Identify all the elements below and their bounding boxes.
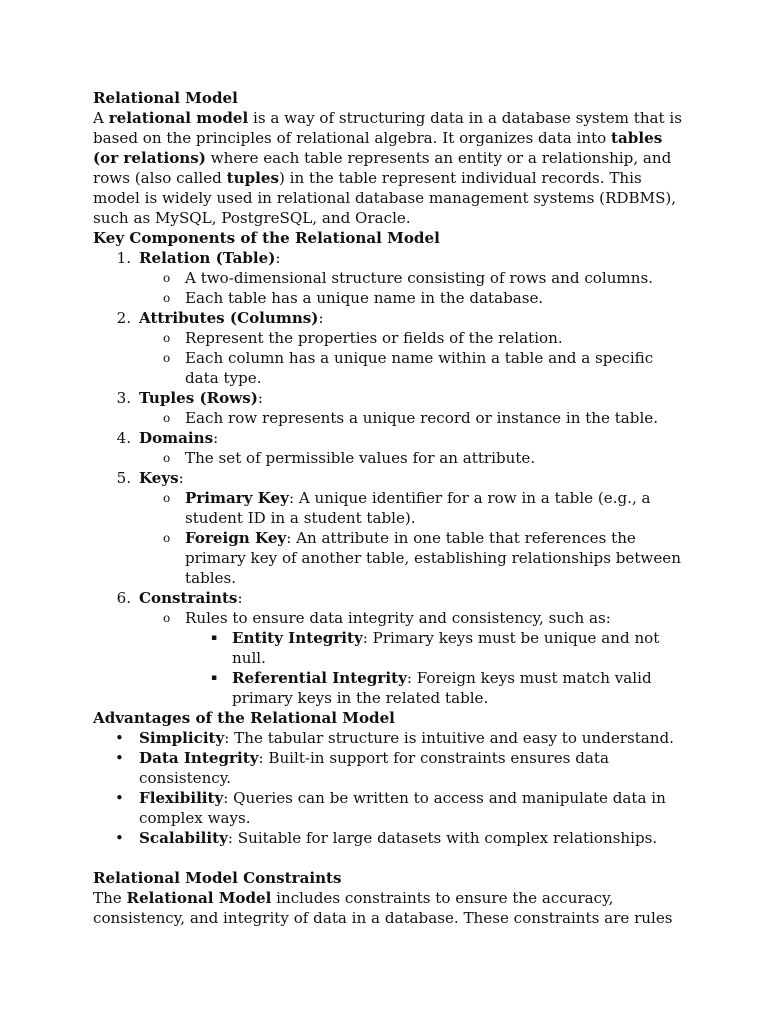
component-label: Relation (Table) — [139, 249, 276, 267]
bullet-text: A two-dimensional structure consisting of rows and columns. — [185, 269, 654, 287]
component-bullet — [93, 288, 683, 308]
advantage-text: : Queries can be written to access and manipulate data in complex ways. — [139, 789, 666, 827]
advantage-bold: Simplicity — [139, 729, 225, 747]
dot-bullet-icon: • — [115, 729, 124, 747]
component-bullet — [93, 608, 683, 628]
component-item — [93, 248, 683, 268]
subbullet-bold: Entity Integrity — [232, 629, 363, 647]
advantage-bold: Flexibility — [139, 789, 224, 807]
component-item — [93, 428, 683, 448]
bullet-text: Each row represents a unique record or instance in the table. — [185, 409, 659, 427]
bullet-text: The set of permissible values for an attribute. — [185, 449, 536, 467]
bullet-text: Represent the properties or fields of the relation. — [185, 329, 563, 347]
document-content — [93, 88, 683, 928]
intro-text-3: where each table represents an entity or a relationship, and rows (also called — [93, 149, 672, 187]
component-label: Keys — [139, 469, 179, 487]
component-item — [93, 468, 683, 488]
intro-paragraph — [93, 108, 683, 228]
component-suffix: : — [213, 429, 219, 447]
intro-bold-1: relational model — [108, 109, 249, 127]
subbullet-text: : Foreign keys must match valid primary keys in the related table. — [232, 669, 652, 707]
intro-text-1: A — [93, 109, 109, 127]
bullet-text: Each column has a unique name within a table and a specific data type. — [185, 349, 654, 387]
components-heading: Key Components of the Relational Model — [93, 229, 440, 247]
dot-bullet-icon: • — [115, 749, 124, 767]
constraints-heading: Relational Model Constraints — [93, 869, 342, 887]
circle-bullet-icon: o — [163, 291, 171, 305]
bullet-text: : A unique identifier for a row in a table (e.g., a student ID in a student table). — [185, 489, 651, 527]
dot-bullet-icon: • — [115, 829, 124, 847]
bullet-text: Each table has a unique name in the database. — [185, 289, 544, 307]
advantage-text: : The tabular structure is intuitive and easy to understand. — [224, 729, 674, 747]
intro-bold-3: tuples — [226, 169, 279, 187]
list-number: 2. — [116, 309, 131, 327]
component-label: Constraints — [139, 589, 238, 607]
square-bullet-icon: ▪ — [211, 673, 218, 683]
circle-bullet-icon: o — [163, 271, 171, 285]
intro-text-4: ) in the table represent individual records. This model is widely used in relational database management systems (RDBMS), such as MySQL, PostgreSQL, and Oracle. — [93, 169, 677, 227]
subbullet-text: : Primary keys must be unique and not null. — [232, 629, 660, 667]
advantage-bold: Data Integrity — [139, 749, 259, 767]
circle-bullet-icon: o — [163, 331, 171, 345]
component-label: Domains — [139, 429, 214, 447]
square-bullet-icon: ▪ — [211, 633, 218, 643]
intro-text-2: is a way of structuring data in a database system that is based on the principles of relational algebra. It organizes data into — [93, 109, 682, 147]
component-item — [93, 308, 683, 328]
advantage-item — [93, 728, 683, 748]
circle-bullet-icon: o — [163, 531, 171, 545]
component-suffix: : — [237, 589, 243, 607]
component-suffix: : — [257, 389, 263, 407]
list-number: 3. — [116, 389, 131, 407]
circle-bullet-icon: o — [163, 351, 171, 365]
advantages-heading: Advantages of the Relational Model — [93, 709, 395, 727]
circle-bullet-icon: o — [163, 611, 171, 625]
page-title: Relational Model — [93, 89, 238, 107]
component-suffix: : — [178, 469, 184, 487]
advantage-text: : Built-in support for constraints ensures data consistency. — [139, 749, 609, 787]
list-number: 1. — [116, 249, 131, 267]
list-number: 6. — [116, 589, 131, 607]
component-suffix: : — [318, 309, 324, 327]
dot-bullet-icon: • — [115, 789, 124, 807]
bullet-bold: Primary Key — [185, 489, 289, 507]
constraints-paragraph — [93, 888, 683, 928]
bullet-text: : An attribute in one table that references the primary key of another table, establishing relationships between tables. — [185, 529, 681, 587]
section-spacer — [93, 848, 683, 868]
constraints-text-2: includes constraints to ensure the accuracy, consistency, and integrity of data in a database. These constraints are rules — [93, 889, 673, 927]
circle-bullet-icon: o — [163, 491, 171, 505]
advantage-item — [93, 788, 683, 828]
component-subbullet — [93, 668, 683, 708]
constraints-text-1: The — [93, 889, 127, 907]
component-item — [93, 588, 683, 608]
circle-bullet-icon: o — [163, 451, 171, 465]
component-item — [93, 388, 683, 408]
bullet-bold: Foreign Key — [185, 529, 287, 547]
component-bullet — [93, 448, 683, 468]
component-bullet — [93, 528, 683, 588]
component-bullet — [93, 408, 683, 428]
component-bullet — [93, 488, 683, 528]
component-label: Attributes (Columns) — [139, 309, 319, 327]
component-bullet — [93, 348, 683, 388]
component-subbullet — [93, 628, 683, 668]
component-label: Tuples (Rows) — [139, 389, 258, 407]
subbullet-bold: Referential Integrity — [232, 669, 407, 687]
list-number: 4. — [116, 429, 131, 447]
component-bullet — [93, 328, 683, 348]
circle-bullet-icon: o — [163, 411, 171, 425]
advantage-item — [93, 828, 683, 848]
intro-bold-2: tables (or relations) — [93, 129, 663, 167]
component-bullet — [93, 268, 683, 288]
constraints-bold-1: Relational Model — [126, 889, 272, 907]
advantage-bold: Scalability — [139, 829, 228, 847]
component-suffix: : — [275, 249, 281, 267]
list-number: 5. — [116, 469, 131, 487]
advantage-text: : Suitable for large datasets with complex relationships. — [227, 829, 658, 847]
bullet-text: Rules to ensure data integrity and consistency, such as: — [185, 609, 611, 627]
advantage-item — [93, 748, 683, 788]
